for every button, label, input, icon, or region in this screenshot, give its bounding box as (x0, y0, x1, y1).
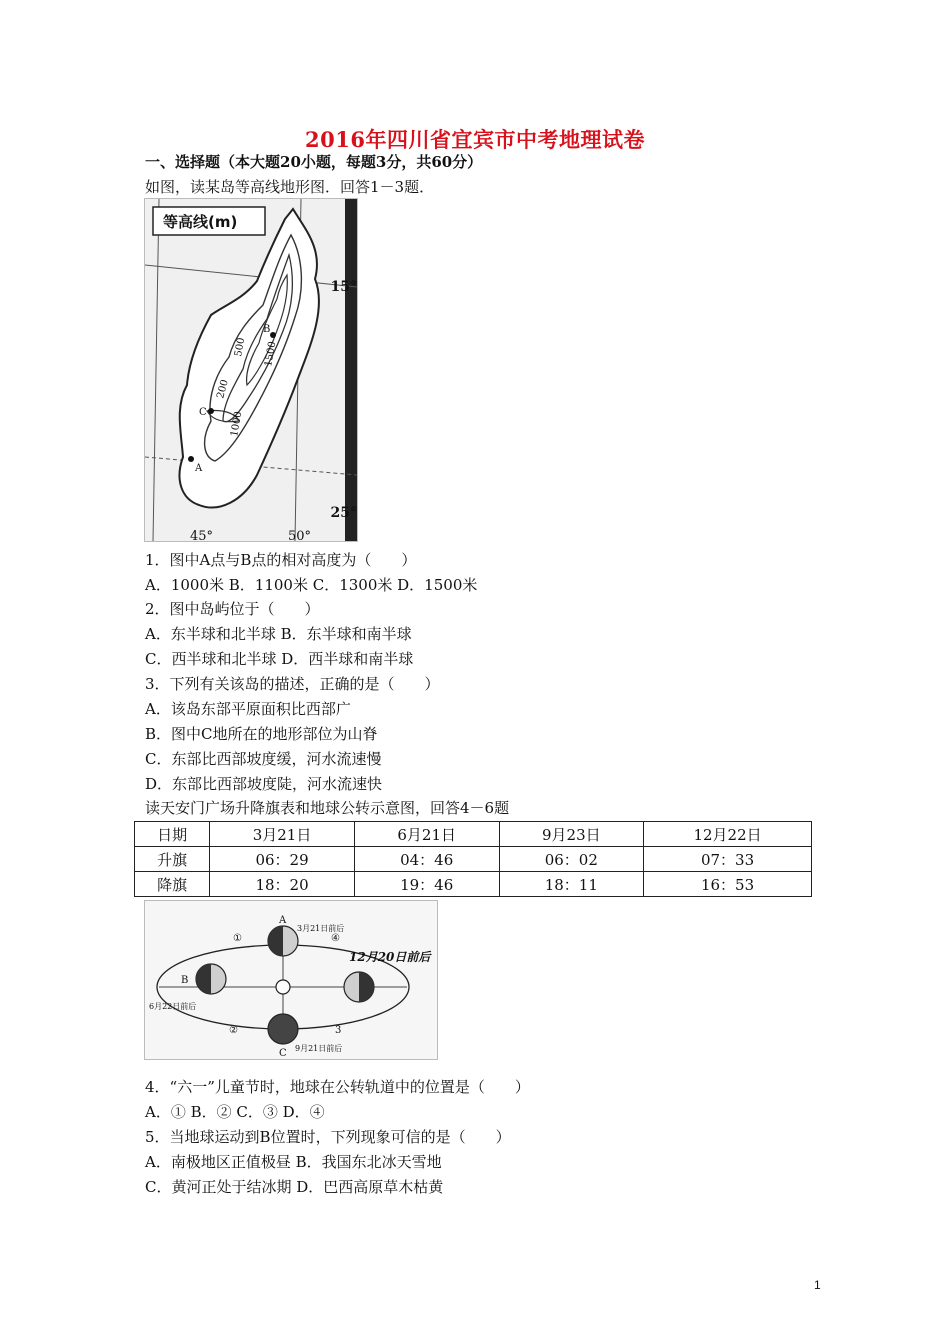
table-header-cell: 日期 (135, 822, 210, 847)
orbit-label-a: A (279, 915, 287, 926)
table-header-cell: 3月21日 (210, 822, 355, 847)
table-header-cell: 12月22日 (644, 822, 812, 847)
orbit-diagram (145, 901, 437, 1059)
orbit-figure (144, 900, 438, 1060)
question-4: 4．“六一”儿童节时，地球在公转轨道中的位置是（ ） (145, 1078, 530, 1096)
table-header-row (135, 822, 812, 847)
map-legend: 等高线(m) (163, 213, 238, 231)
orbit-date-a: 3月21日前后 (297, 924, 345, 933)
contour-label-1500: 1500 (263, 340, 279, 368)
intro-text-2: 读天安门广场升降旗表和地球公转示意图，回答4－6题 (145, 799, 510, 817)
earth-c-icon (268, 1014, 298, 1044)
lat-label-bottom: 25° (330, 505, 357, 521)
question-2-options-1: A．东半球和北半球 B．东半球和南半球 (145, 625, 412, 643)
question-1: 1．图中A点与B点的相对高度为（ ） (145, 551, 417, 569)
question-3-option-a: A．该岛东部平原面积比西部广 (145, 700, 351, 718)
table-cell: 16：53 (644, 872, 812, 897)
point-b-label: B (263, 324, 271, 335)
intro-text: 如图，读某岛等高线地形图．回答1－3题． (145, 178, 435, 196)
table-cell: 06：29 (210, 847, 355, 872)
question-5: 5．当地球运动到B位置时，下列现象可信的是（ ） (145, 1128, 511, 1146)
contour-label-500: 500 (233, 336, 248, 358)
table-cell: 降旗 (135, 872, 210, 897)
table-row (135, 872, 812, 897)
question-3-option-d: D．东部比西部坡度陡，河水流速快 (145, 775, 383, 793)
page-number: 1 (814, 1278, 821, 1292)
point-b-marker (270, 332, 276, 338)
table-cell: 18：20 (210, 872, 355, 897)
page-title: 2016年四川省宜宾市中考地理试卷 (305, 127, 645, 152)
question-2: 2．图中岛屿位于（ ） (145, 600, 320, 618)
orbit-date-c: 9月21日前后 (295, 1044, 343, 1053)
table-cell: 升旗 (135, 847, 210, 872)
orbit-position-3: 3 (335, 1025, 342, 1036)
contour-label-1000: 1000 (229, 410, 245, 438)
contour-map-figure (144, 198, 358, 542)
lat-label-top: 15° (330, 279, 357, 295)
lon-label-left: 45° (190, 529, 214, 544)
question-3-option-c: C．东部比西部坡度缓，河水流速慢 (145, 750, 382, 768)
contour-map (145, 199, 357, 541)
sun-icon (276, 980, 290, 994)
orbit-position-2: ② (229, 1025, 238, 1036)
point-c-label: C (199, 407, 207, 418)
question-5-options-1: A．南极地区正值极昼 B．我国东北冰天雪地 (145, 1153, 442, 1171)
lon-label-right: 50° (288, 529, 312, 544)
table-header-cell: 9月23日 (499, 822, 644, 847)
orbit-date-b: 6月22日前后 (149, 1002, 197, 1011)
orbit-label-c: C (279, 1048, 287, 1059)
table-header-cell: 6月21日 (354, 822, 499, 847)
flag-schedule-table (134, 821, 812, 897)
table-cell: 04：46 (354, 847, 499, 872)
table-cell: 19：46 (354, 872, 499, 897)
question-4-options: A．① B．② C．③ D．④ (145, 1103, 325, 1121)
table-cell: 18：11 (499, 872, 644, 897)
point-a-marker (188, 456, 194, 462)
orbit-position-4: ④ (331, 933, 340, 944)
orbit-label-b: B (181, 975, 189, 986)
question-3: 3．下列有关该岛的描述，正确的是（ ） (145, 675, 440, 693)
section-heading: 一、选择题（本大题20小题，每题3分，共60分） (145, 153, 483, 171)
table-row (135, 847, 812, 872)
point-a-label: A (195, 463, 203, 474)
point-c-marker (208, 408, 214, 414)
table-cell: 06：02 (499, 847, 644, 872)
question-2-options-2: C．西半球和北半球 D．西半球和南半球 (145, 650, 414, 668)
orbit-position-1: ① (233, 933, 242, 944)
question-5-options-2: C．黄河正处于结冰期 D．巴西高原草木枯黄 (145, 1178, 444, 1196)
question-1-options: A．1000米 B．1100米 C．1300米 D．1500米 (145, 576, 478, 594)
contour-label-200: 200 (215, 378, 231, 400)
question-3-option-b: B．图中C地所在的地形部位为山脊 (145, 725, 378, 743)
table-cell: 07：33 (644, 847, 812, 872)
orbit-date-d: 12月20日前后 (349, 950, 431, 964)
